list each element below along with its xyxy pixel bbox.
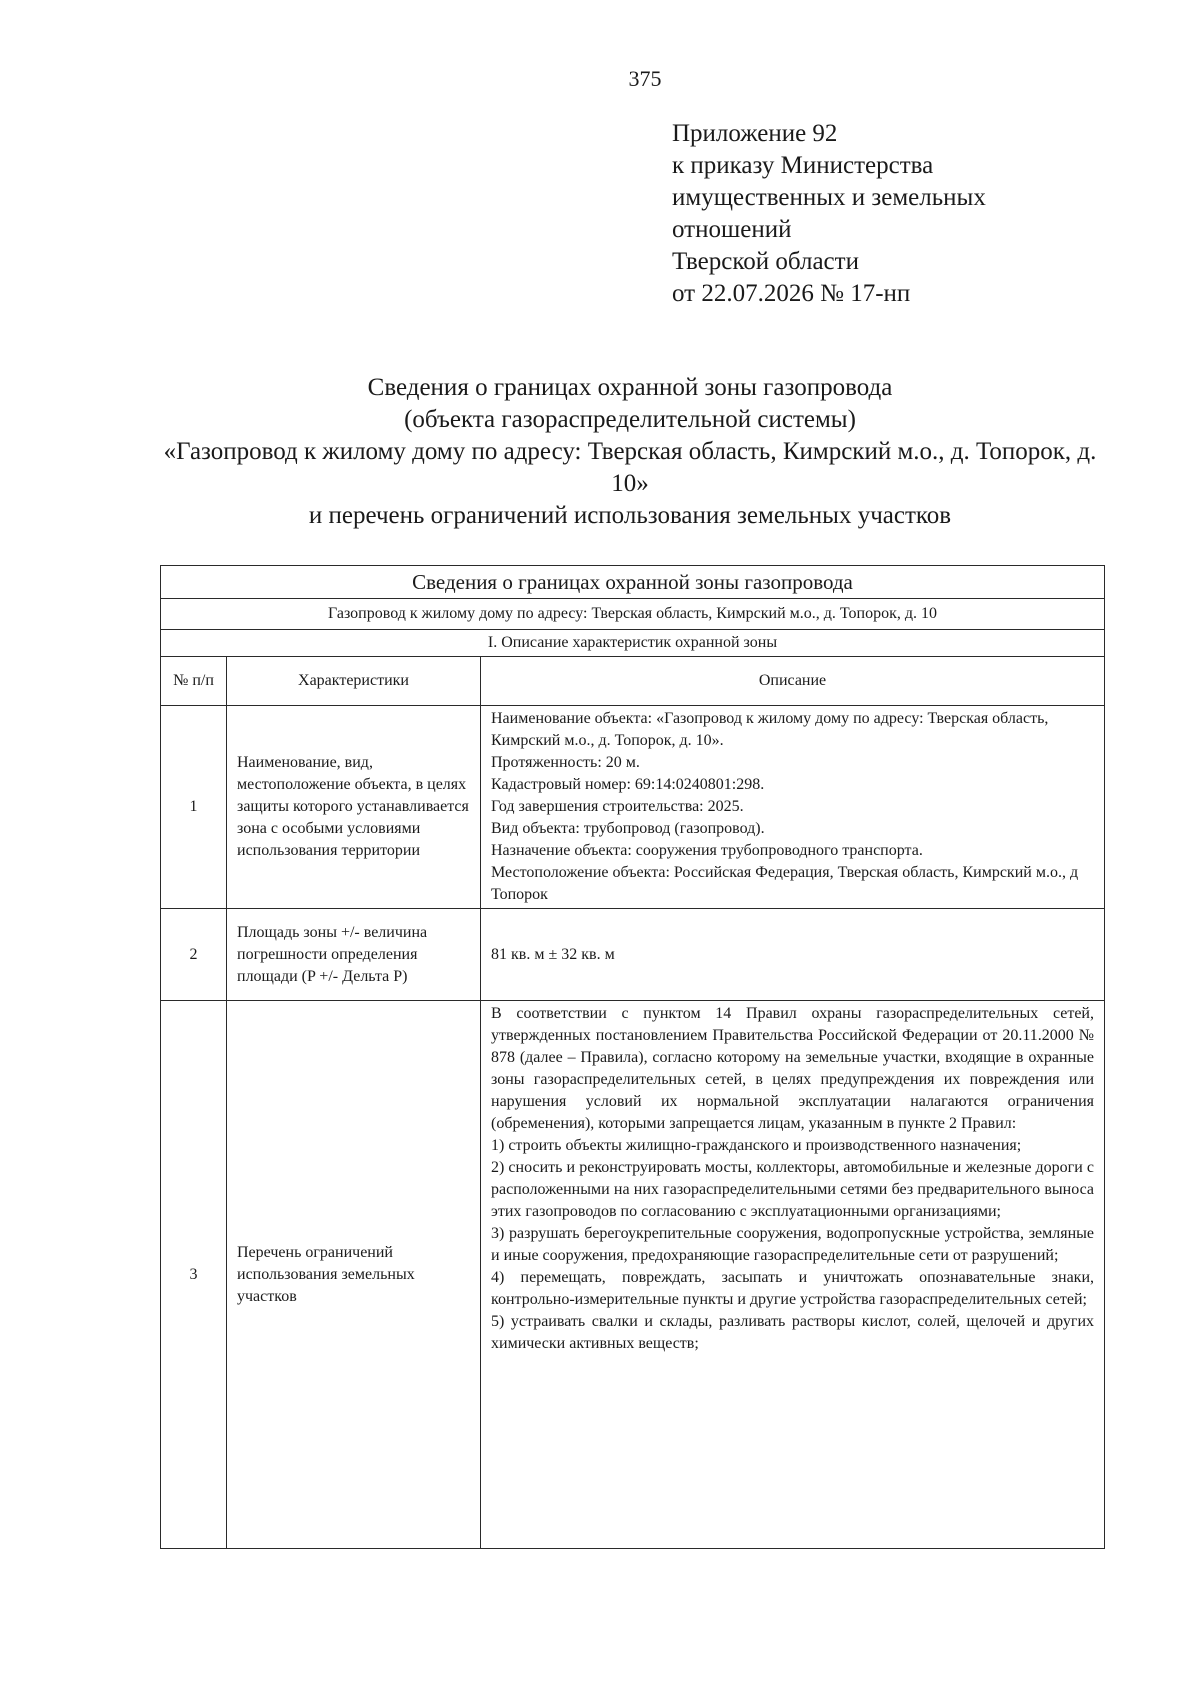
description-line: Протяженность: 20 м. (491, 754, 640, 771)
description-line: Год завершения строительства: 2025. (491, 798, 744, 815)
description-line: 1) строить объекты жилищно-гражданского и производственного назначения; (491, 1137, 1022, 1154)
row-description (481, 706, 1105, 909)
table-row (161, 909, 1105, 1001)
description-line: Назначение объекта: сооружения трубопроводного транспорта. (491, 842, 923, 859)
description-line: Местоположение объекта: Российская Федерация, Тверская область, Кимрский м.о., д Топорок (491, 864, 1079, 903)
zone-table (160, 565, 1105, 1549)
header-characteristic: Характеристики (227, 657, 481, 706)
row-characteristic: Наименование, вид, местоположение объекта, в целях защиты которого устанавливается зона с особыми условиями использования территории (227, 706, 481, 909)
table-section-row (161, 630, 1105, 657)
table-main-title-row (161, 566, 1105, 599)
table-object-name: Газопровод к жилому дому по адресу: Тверская область, Кимрский м.о., д. Топорок, д. 10 (161, 599, 1105, 630)
appendix-line: Приложение 92 (672, 120, 838, 147)
row-description (481, 1001, 1105, 1549)
description-line: В соответствии с пунктом 14 Правил охраны газораспределительных сетей, утвержденных постановлением Правительства Российской Федерации от 20.11.2000 № 878 (далее – Правила), согласно которому на земельные участки, входящие в охранные зоны газораспределительных сетей, в целях предупреждения их повреждения или нарушения условий их нормальной эксплуатации налагаются ограничения (обременения), которыми запрещается лицам, указанным в пункте 2 Правил: (491, 1005, 1094, 1132)
appendix-line: отношений (672, 216, 792, 243)
appendix-block (672, 118, 986, 310)
description-line: 3) разрушать берегоукрепительные сооружения, водопропускные устройства, земляные и иные сооружения, предохраняющие газораспределительные сети от разрушений; (491, 1225, 1094, 1264)
row-num: 1 (161, 706, 227, 909)
appendix-line: Тверской области (672, 248, 859, 275)
table-main-title: Сведения о границах охранной зоны газопровода (161, 566, 1105, 599)
description-line: 5) устраивать свалки и склады, разливать растворы кислот, солей, щелочей и других химически активных веществ; (491, 1313, 1094, 1352)
table-header-row (161, 657, 1105, 706)
page-number: 375 (628, 66, 662, 91)
appendix-line: имущественных и земельных (672, 184, 986, 211)
title-line: «Газопровод к жилому дому по адресу: Тверская область, Кимрский м.о., д. Топорок, д. 10» (163, 438, 1097, 497)
row-characteristic: Перечень ограничений использования земельных участков (227, 1001, 481, 1549)
table-row (161, 1001, 1105, 1549)
description-line: 4) перемещать, повреждать, засыпать и уничтожать опознавательные знаки, контрольно-измерительные пункты и другие устройства газораспределительных сетей; (491, 1269, 1094, 1308)
row-num: 3 (161, 1001, 227, 1549)
title-line: Сведения о границах охранной зоны газопровода (367, 374, 893, 401)
table-row (161, 706, 1105, 909)
table-object-row (161, 599, 1105, 630)
title-line: и перечень ограничений использования земельных участков (308, 502, 952, 529)
description-line: 81 кв. м ± 32 кв. м (491, 945, 615, 963)
description-line: 2) сносить и реконструировать мосты, коллекторы, автомобильные и железные дороги с расположенными на них газораспределительными сетями без предварительного выноса этих газопроводов по согласованию с эксплуатационными организациями; (491, 1159, 1094, 1220)
description-line: Наименование объекта: «Газопровод к жилому дому по адресу: Тверская область, Кимрский м.о., д. Топорок, д. 10». (491, 710, 1049, 749)
description-line: Вид объекта: трубопровод (газопровод). (491, 820, 765, 837)
row-characteristic: Площадь зоны +/- величина погрешности определения площади (P +/- Дельта P) (227, 909, 481, 1001)
appendix-line: от 22.07.2026 № 17-нп (672, 280, 911, 307)
title-line: (объекта газораспределительной системы) (404, 406, 856, 433)
description-line: Кадастровый номер: 69:14:0240801:298. (491, 776, 765, 793)
appendix-line: к приказу Министерства (672, 152, 934, 179)
row-description (481, 909, 1105, 1001)
table-section-title: I. Описание характеристик охранной зоны (161, 630, 1105, 657)
document-title (150, 372, 1110, 532)
row-num: 2 (161, 909, 227, 1001)
header-num: № п/п (161, 657, 227, 706)
header-description: Описание (481, 657, 1105, 706)
